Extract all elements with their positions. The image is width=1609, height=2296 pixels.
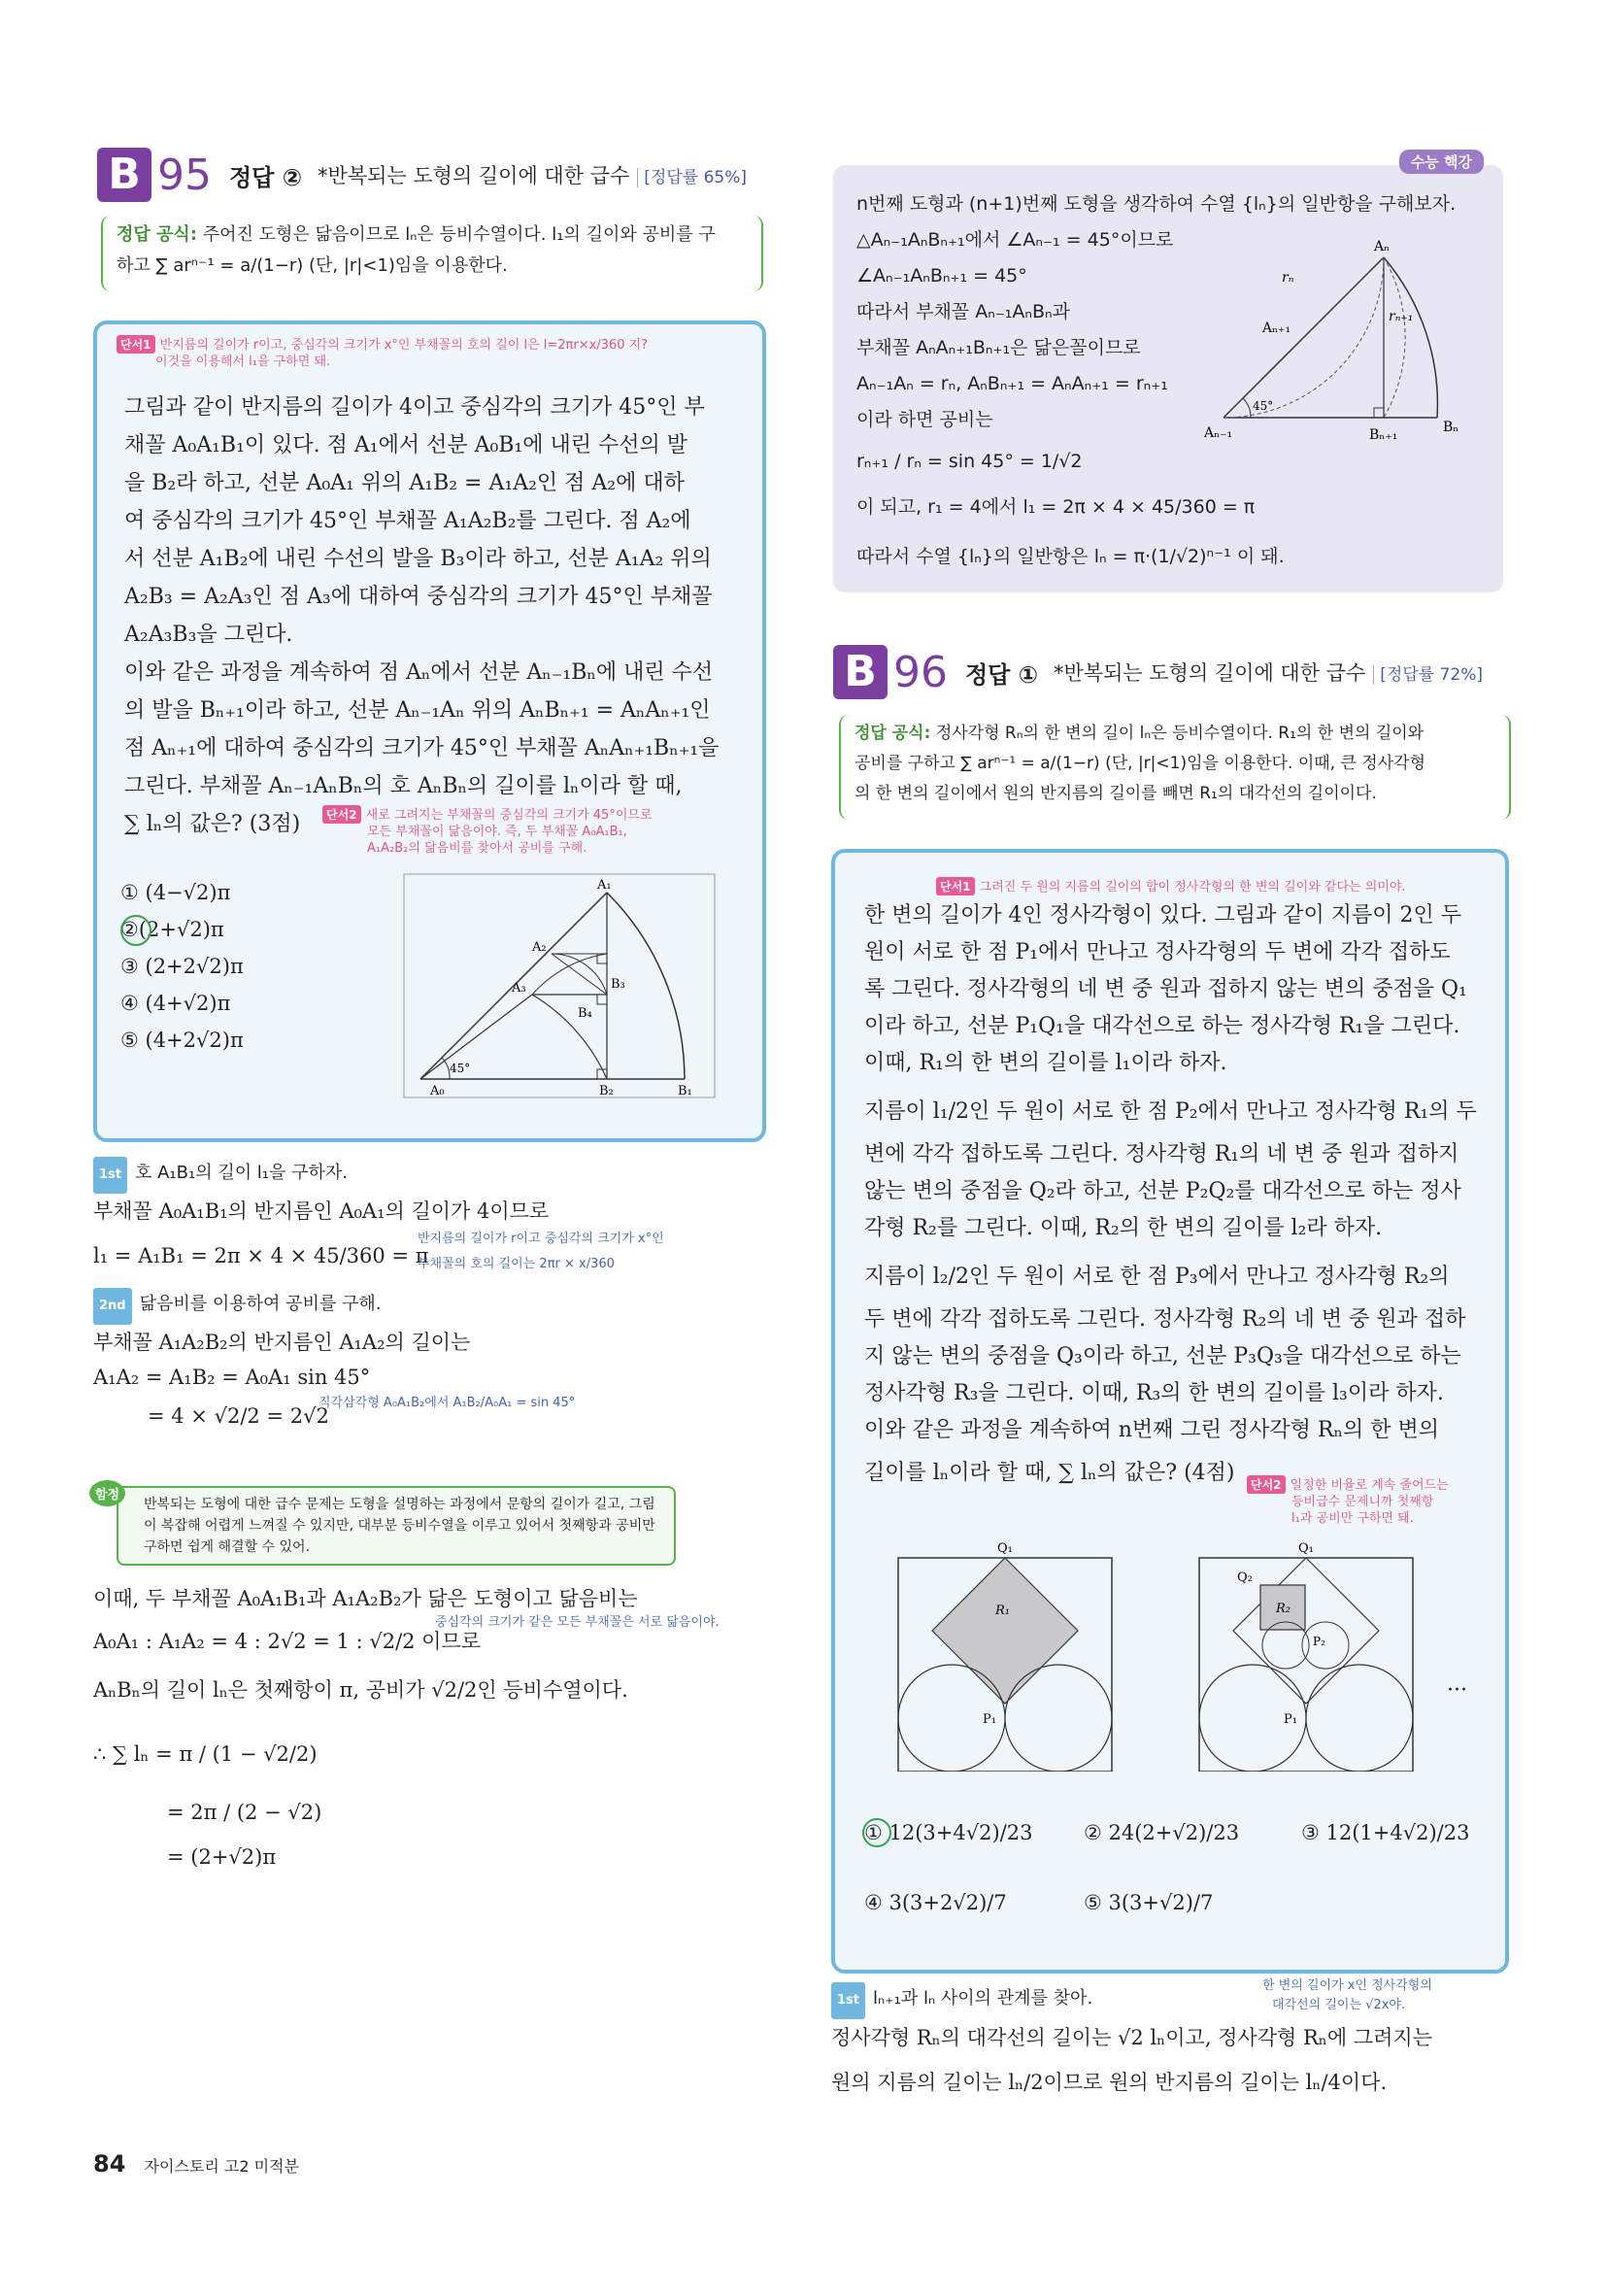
p96-fig-Q2: Q₂ xyxy=(1237,1570,1253,1585)
p95-s2-line1: 부채꼴 A₁A₂B₂의 반지름인 A₁A₂의 길이는 xyxy=(93,1331,471,1354)
core-line: Aₙ₋₁Aₙ = rₙ, AₙBₙ₊₁ = AₙAₙ₊₁ = rₙ₊₁ xyxy=(856,373,1168,394)
p96-fig-Q1b: Q₁ xyxy=(1298,1541,1314,1556)
p96-header xyxy=(833,645,1513,703)
p96-s1-line2: 원의 지름의 길이는 lₙ/2이므로 원의 반지름의 길이는 lₙ/4이다. xyxy=(831,2071,1388,2094)
core-line: 이라 하면 공비는 xyxy=(856,409,993,430)
p95-step1-tag: 1st xyxy=(93,1157,127,1194)
p95-solution-2 xyxy=(93,1581,792,1874)
p95-figure xyxy=(403,873,716,1098)
core-line: 부채꼴 AₙAₙ₊₁Bₙ₊₁은 닮은꼴이므로 xyxy=(856,337,1141,358)
core-line: 따라서 수열 {lₙ}의 일반항은 lₙ = π·(1/√2)ⁿ⁻¹ 이 돼. xyxy=(856,546,1285,567)
p96-line: 원이 서로 한 점 P₁에서 만나고 정사각형의 두 변에 각각 접하도 xyxy=(864,940,1451,964)
p95-s1-note1: 반지름의 길이가 r이고 중심각의 크기가 x°인 xyxy=(418,1232,664,1246)
p96-formula-line3: 의 한 변의 길이에서 원의 반지름의 길이를 빼면 R₁의 대각선의 길이이다. xyxy=(855,784,1377,803)
core-line: △Aₙ₋₁AₙBₙ₊₁에서 ∠Aₙ₋₁ = 45°이므로 xyxy=(856,229,1174,251)
p95-hint1-line1: 반지름의 길이가 r이고, 중심각의 크기가 x°인 부채꼴의 호의 길이 l은 l=2πr×x/360 지? xyxy=(159,338,649,353)
p95-formula-line2: 하고 ∑ arⁿ⁻¹ = a/(1−r) (단, |r|<1)임을 이용한다. xyxy=(117,255,508,276)
p95-line-last: ∑ lₙ의 값은? (3점) xyxy=(124,812,301,836)
p95-answer-circle xyxy=(120,915,151,946)
core-fig-Bn1: Bₙ₊₁ xyxy=(1369,427,1398,443)
core-fig-angle: 45° xyxy=(1253,399,1274,413)
p95-hint2-line: 모든 부채꼴이 닮음이야. 즉, 두 부채꼴 A₀A₁B₁, xyxy=(367,825,627,839)
p95-line: 이와 같은 과정을 계속하여 점 Aₙ에서 선분 Aₙ₋₁Bₙ에 내린 수선 xyxy=(124,660,714,685)
book-title: 자이스토리 고2 미적분 xyxy=(144,2157,299,2176)
p96-step1-title: lₙ₊₁과 lₙ 사이의 관계를 찾아. xyxy=(873,1988,1093,2009)
p95-solution xyxy=(93,1156,792,1437)
p95-choice-5[interactable]: ⑤ (4+2√2)π xyxy=(120,1029,244,1052)
p96-line: 이라 하고, 선분 P₁Q₁을 대각선으로 하는 정사각형 R₁을 그린다. xyxy=(864,1014,1460,1038)
p96-fig-P1: P₁ xyxy=(983,1712,996,1727)
core-fig-Anm1: Aₙ₋₁ xyxy=(1204,425,1233,441)
footer xyxy=(93,2150,299,2178)
p96-hint2-line: 일정한 비율로 계속 줄어드는 xyxy=(1290,1478,1449,1493)
p96-hint1: 그려진 두 원의 지름의 길이의 합이 정사각형의 한 변의 길이와 같다는 의미야. xyxy=(979,880,1406,895)
p96-fig-P1b: P₁ xyxy=(1284,1712,1297,1727)
p95-formula-box xyxy=(101,216,763,291)
p95-step1-title: 호 A₁B₁의 길이 l₁을 구하자. xyxy=(135,1163,349,1183)
p95-line: 그린다. 부채꼴 Aₙ₋₁AₙBₙ의 호 AₙBₙ의 길이를 lₙ이라 할 때, xyxy=(124,774,683,798)
p96-line: 지름이 l₁/2인 두 원이 서로 한 점 P₂에서 만나고 정사각형 R₁의 두 xyxy=(864,1099,1477,1124)
p96-line: 록 그린다. 정사각형의 네 변 중 원과 접하지 않는 변의 중점을 Q₁ xyxy=(864,977,1467,1001)
p96-s1-line1: 정사각형 Rₙ의 대각선의 길이는 √2 lₙ이고, 정사각형 Rₙ에 그려지는 xyxy=(831,2026,1432,2049)
core-fig-Bn: Bₙ xyxy=(1443,420,1459,435)
p95-s4-line3: = (2+√2)π xyxy=(167,1845,277,1869)
p95-hint1-line2: 이것을 이용해서 l₁을 구하면 돼. xyxy=(155,355,331,369)
p95-s3-line3: AₙBₙ의 길이 lₙ은 첫째항이 π, 공비가 √2/2인 등비수열이다. xyxy=(93,1678,628,1702)
p96-problem-box xyxy=(831,849,1509,1974)
p95-fig-B1: B₁ xyxy=(678,1084,692,1098)
p96-hint2-tag: 단서2 xyxy=(1247,1475,1286,1494)
p95-line: 채꼴 A₀A₁B₁이 있다. 점 A₁에서 선분 A₀B₁에 내린 수선의 발 xyxy=(124,433,688,457)
p96-label: B xyxy=(833,645,888,699)
core-fig-An: Aₙ xyxy=(1374,239,1391,254)
p95-fig-A3: A₃ xyxy=(512,981,526,996)
p96-line: 이와 같은 과정을 계속하여 n번째 그린 정사각형 Rₙ의 한 변의 xyxy=(864,1418,1439,1442)
p96-solution xyxy=(831,1978,1511,2100)
p95-fig-angle: 45° xyxy=(450,1062,471,1075)
p96-answer: 정답 ① xyxy=(965,660,1039,689)
p95-s4-line2: = 2π / (2 − √2) xyxy=(167,1801,322,1824)
p96-line: 두 변에 각각 접하도록 그린다. 정사각형 R₂의 네 변 중 원과 접하 xyxy=(864,1307,1466,1332)
p95-choice-4[interactable]: ④ (4+√2)π xyxy=(120,992,231,1015)
core-line: rₙ₊₁ / rₙ = sin 45° = 1/√2 xyxy=(856,451,1083,472)
page-number: 84 xyxy=(93,2150,126,2178)
p95-line: 점 Aₙ₊₁에 대하여 중심각의 크기가 45°인 부채꼴 AₙAₙ₊₁Bₙ₊₁을 xyxy=(124,736,720,760)
p95-fig-B3: B₃ xyxy=(611,977,625,992)
p95-s1-note2: 부채꼴의 호의 길이는 2πr × x/360 xyxy=(418,1257,615,1271)
p96-problem-text xyxy=(864,897,1491,1492)
p95-s3-note: 중심각의 크기가 같은 모든 부채꼴은 서로 닮음이야. xyxy=(435,1615,720,1630)
p96-hint2-line: 등비급수 문제니까 첫째항 xyxy=(1291,1495,1434,1509)
p95-s4-line1: ∴ ∑ lₙ = π / (1 − √2/2) xyxy=(93,1742,318,1766)
p96-step1-tag: 1st xyxy=(831,1982,865,2019)
p95-hint2-line: 새로 그려지는 부채꼴의 중심각의 크기가 45°이므로 xyxy=(365,808,653,823)
p95-step2-tag: 2nd xyxy=(93,1288,132,1325)
p96-line: 지 않는 변의 중점을 Q₃이라 하고, 선분 P₃Q₃을 대각선으로 하는 xyxy=(864,1344,1461,1368)
p95-answer: 정답 ② xyxy=(229,163,303,191)
p96-formula-line1: 정사각형 Rₙ의 한 변의 길이 lₙ은 등비수열이다. R₁의 한 변의 길이와 xyxy=(935,724,1425,743)
p95-s2-note: 직각삼각형 A₀A₁B₂에서 A₁B₂/A₀A₁ = sin 45° xyxy=(318,1396,576,1410)
core-box xyxy=(833,153,1503,592)
p95-formula-title: 정답 공식: xyxy=(117,224,198,245)
p96-choice-4[interactable]: ④ 3(3+2√2)/7 xyxy=(864,1891,1007,1914)
p95-choice-1[interactable]: ① (4−√2)π xyxy=(120,881,231,904)
core-line: 따라서 부채꼴 Aₙ₋₁AₙBₙ과 xyxy=(856,301,1070,322)
p96-figure-2 xyxy=(1194,1538,1418,1772)
p96-line: 이때, R₁의 한 변의 길이를 l₁이라 하자. xyxy=(864,1051,1227,1075)
p95-line: 그림과 같이 반지름의 길이가 4이고 중심각의 크기가 45°인 부 xyxy=(124,395,705,420)
p96-fig-R1: R₁ xyxy=(995,1604,1010,1618)
p96-choice-5[interactable]: ⑤ 3(3+√2)/7 xyxy=(1084,1891,1214,1914)
p96-line-last: 길이를 lₙ이라 할 때, ∑ lₙ의 값은? (4점) xyxy=(864,1461,1235,1485)
core-line: n번째 도형과 (n+1)번째 도형을 생각하여 수열 {lₙ}의 일반항을 구해보자. xyxy=(856,193,1457,215)
p96-line: 한 변의 길이가 4인 정사각형이 있다. 그림과 같이 지름이 2인 두 xyxy=(864,903,1461,928)
core-figure xyxy=(1204,223,1495,456)
p95-number: 95 xyxy=(157,150,212,200)
core-fig-rn: rₙ xyxy=(1282,270,1294,286)
p96-fig-R2: R₂ xyxy=(1276,1602,1291,1616)
p95-fig-A2: A₂ xyxy=(532,940,547,955)
p95-fig-B4: B₄ xyxy=(578,1006,592,1021)
p95-s1-line1: 부채꼴 A₀A₁B₁의 반지름인 A₀A₁의 길이가 4이므로 xyxy=(93,1199,550,1223)
core-fig-An1: Aₙ₊₁ xyxy=(1262,321,1291,336)
p95-topic: *반복되는 도형의 길이에 대한 급수 xyxy=(318,164,630,187)
p95-fig-A1: A₁ xyxy=(597,878,612,893)
p95-s2-line2: A₁A₂ = A₁B₂ = A₀A₁ sin 45° xyxy=(93,1366,371,1389)
p96-fig-P2: P₂ xyxy=(1313,1635,1325,1648)
p96-hint2-line: l₁과 공비만 구하면 돼. xyxy=(1291,1511,1414,1526)
p96-hint1-tag: 단서1 xyxy=(936,877,975,895)
p95-line: 의 발을 Bₙ₊₁이라 하고, 선분 Aₙ₋₁Aₙ 위의 AₙBₙ₊₁ = AₙAₙ₊₁인 xyxy=(124,698,711,723)
p95-hint2-line: A₁A₂B₂의 닮음비를 찾아서 공비를 구해. xyxy=(367,841,587,856)
p95-label: B xyxy=(97,148,151,202)
p96-formula-line2: 공비를 구하고 ∑ arⁿ⁻¹ = a/(1−r) (단, |r|<1)임을 이용한다. 이때, 큰 정사각형 xyxy=(855,754,1425,773)
p95-choice-3[interactable]: ③ (2+2√2)π xyxy=(120,955,244,978)
p95-line: A₂A₃B₃을 그린다. xyxy=(124,623,293,647)
p95-s3-line2: A₀A₁ : A₁A₂ = 4 : 2√2 = 1 : √2/2 이므로 xyxy=(93,1630,482,1653)
p96-figure-1 xyxy=(893,1538,1117,1772)
p96-line: 각형 R₂를 그린다. 이때, R₂의 한 변의 길이를 l₂라 하자. xyxy=(864,1216,1383,1240)
p96-topic: *반복되는 도형의 길이에 대한 급수 xyxy=(1054,661,1366,685)
p96-choice-3[interactable]: ③ 12(1+4√2)/23 xyxy=(1301,1821,1470,1844)
p95-hint1-tag: 단서1 xyxy=(117,335,155,354)
p96-formula-title: 정답 공식: xyxy=(855,724,931,743)
core-tag: 수능 핵강 xyxy=(1399,150,1484,174)
p95-line: 여 중심각의 크기가 45°인 부채꼴 A₁A₂B₂를 그린다. 점 A₂에 xyxy=(124,509,691,533)
p96-formula-box xyxy=(839,715,1511,820)
p96-fig-dots: ··· xyxy=(1447,1678,1467,1703)
p95-choice-2[interactable]: ②(2+√2)π xyxy=(120,918,224,941)
p95-rate: [정답률 65%] xyxy=(637,168,747,187)
p95-line: 서 선분 A₁B₂에 내린 수선의 발을 B₃이라 하고, 선분 A₁A₂ 위의 xyxy=(124,547,712,571)
p96-number: 96 xyxy=(893,647,948,697)
p95-s2-line3: = 4 × √2/2 = 2√2 xyxy=(148,1404,329,1428)
p96-fig-Q1: Q₁ xyxy=(997,1541,1013,1556)
p95-hint2-tag: 단서2 xyxy=(322,805,361,824)
p96-choice-1[interactable]: ① 12(3+4√2)/23 xyxy=(864,1821,1033,1844)
p95-tip: 반복되는 도형에 대한 급수 문제는 도형을 설명하는 과정에서 문항의 길이가 길고, 그림이 복잡해 어렵게 느껴질 수 있지만, 대부분 등비수열을 이루고 있어서 첫째항과 공비만 구하면 쉽게 해결할 수 있어. xyxy=(117,1486,676,1566)
p95-formula-line1: 주어진 도형은 닮음이므로 lₙ은 등비수열이다. l₁의 길이와 공비를 구 xyxy=(202,224,716,245)
p95-fig-B2: B₂ xyxy=(599,1084,614,1098)
p95-s1-line2: l₁ = A₁B₁ = 2π × 4 × 45/360 = π xyxy=(93,1244,429,1267)
p95-header xyxy=(97,148,777,206)
p95-tip-tag: 함정 xyxy=(89,1480,125,1506)
p95-s3-line1: 이때, 두 부채꼴 A₀A₁B₁과 A₁A₂B₂가 닮은 도형이고 닮음비는 xyxy=(93,1587,638,1610)
p96-rate: [정답률 72%] xyxy=(1373,665,1483,685)
p96-line: 변에 각각 접하도록 그린다. 정사각형 R₁의 네 변 중 원과 접하지 xyxy=(864,1142,1459,1166)
p95-problem-box xyxy=(93,321,766,1142)
core-fig-rn1: rₙ₊₁ xyxy=(1389,309,1414,324)
p96-step1-note2: 대각선의 길이는 √2x야. xyxy=(1272,1998,1406,2012)
p96-line: 정사각형 R₃을 그린다. 이때, R₃의 한 변의 길이를 l₃이라 하자. xyxy=(864,1381,1444,1405)
p96-step1-note1: 한 변의 길이가 x인 정사각형의 xyxy=(1262,1978,1432,1993)
p95-fig-A0: A₀ xyxy=(430,1084,445,1098)
p95-line: 을 B₂라 하고, 선분 A₀A₁ 위의 A₁B₂ = A₁A₂인 점 A₂에 대하 xyxy=(124,471,685,495)
p96-line: 지름이 l₂/2인 두 원이 서로 한 점 P₃에서 만나고 정사각형 R₂의 xyxy=(864,1265,1450,1289)
p96-line: 않는 변의 중점을 Q₂라 하고, 선분 P₂Q₂를 대각선으로 하는 정사 xyxy=(864,1179,1461,1203)
p96-answer-circle xyxy=(862,1818,891,1847)
core-line: ∠Aₙ₋₁AₙBₙ₊₁ = 45° xyxy=(856,265,1027,287)
core-line: 이 되고, r₁ = 4에서 l₁ = 2π × 4 × 45/360 = π xyxy=(856,496,1256,518)
p96-choice-2[interactable]: ② 24(2+√2)/23 xyxy=(1084,1821,1240,1844)
p95-step2-title: 닮음비를 이용하여 공비를 구해. xyxy=(139,1294,382,1314)
p95-problem-text xyxy=(124,388,746,843)
p95-line: A₂B₃ = A₂A₃인 점 A₃에 대하여 중심각의 크기가 45°인 부채꼴 xyxy=(124,585,713,609)
